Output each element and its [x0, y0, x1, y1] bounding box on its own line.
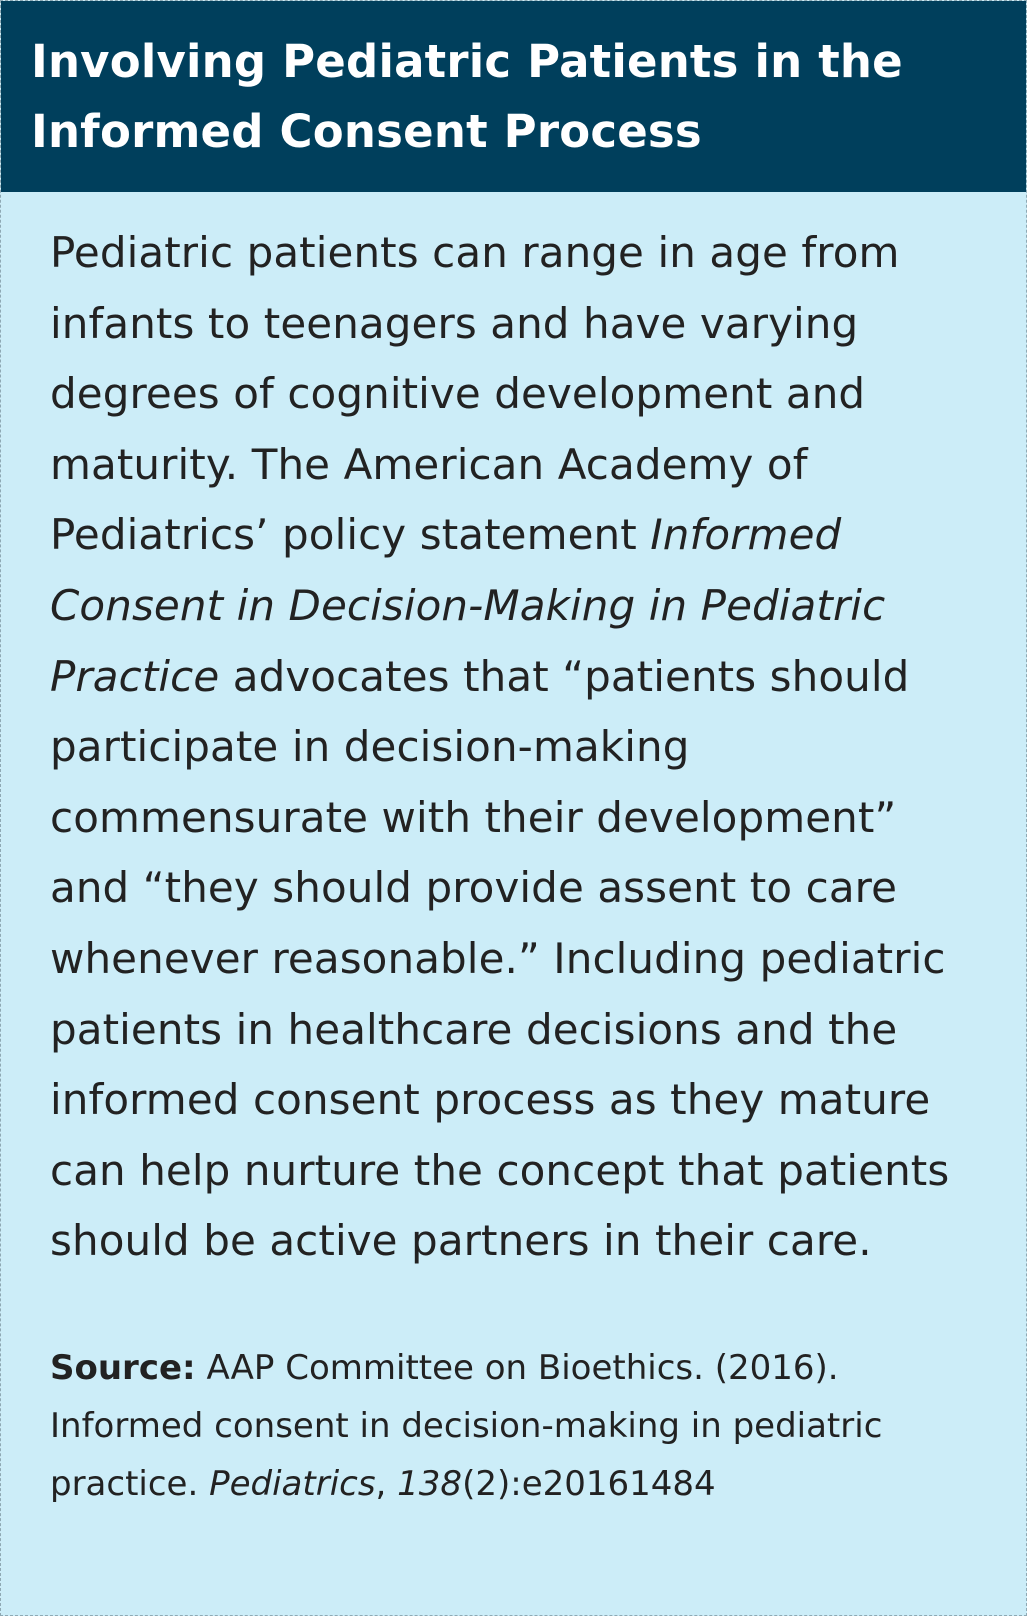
source-citation — [50, 1339, 986, 1513]
source-label: Source: — [50, 1347, 196, 1388]
source-separator: , — [375, 1463, 398, 1504]
source-journal: Pediatrics — [209, 1463, 376, 1504]
policy-title: Informed Consent in Decision-Making in Pediatric Practice — [50, 510, 886, 701]
title-line-1: Involving Pediatric Patients in the — [31, 35, 903, 88]
source-volume: 138 — [397, 1463, 463, 1504]
source-issue-pages: (2):e20161484 — [462, 1463, 716, 1504]
body-text-part-2: advocates that “patients should participate in decision-making commensurate with their development” and “they should provide assent to care whenever reasonable.” Including pediatric patients in healthcare decisions and the informed consent process as they mature can help nurture the concept that patients should be active partners in their care. — [50, 651, 950, 1266]
box-header — [1, 1, 1026, 192]
box-body — [1, 192, 1026, 1513]
title-line-2: Informed Consent Process — [31, 105, 702, 158]
source-text-part-1: AAP Committee on Bioethics. (2016). Informed consent in decision-making in pediatric practice. — [50, 1347, 883, 1504]
box-title — [31, 27, 1006, 167]
body-paragraph — [50, 218, 986, 1277]
body-text-part-1: Pediatric patients can range in age from infants to teenagers and have varying degrees of cognitive development and maturity. The American Academy of Pediatrics’ policy statement — [50, 228, 900, 560]
